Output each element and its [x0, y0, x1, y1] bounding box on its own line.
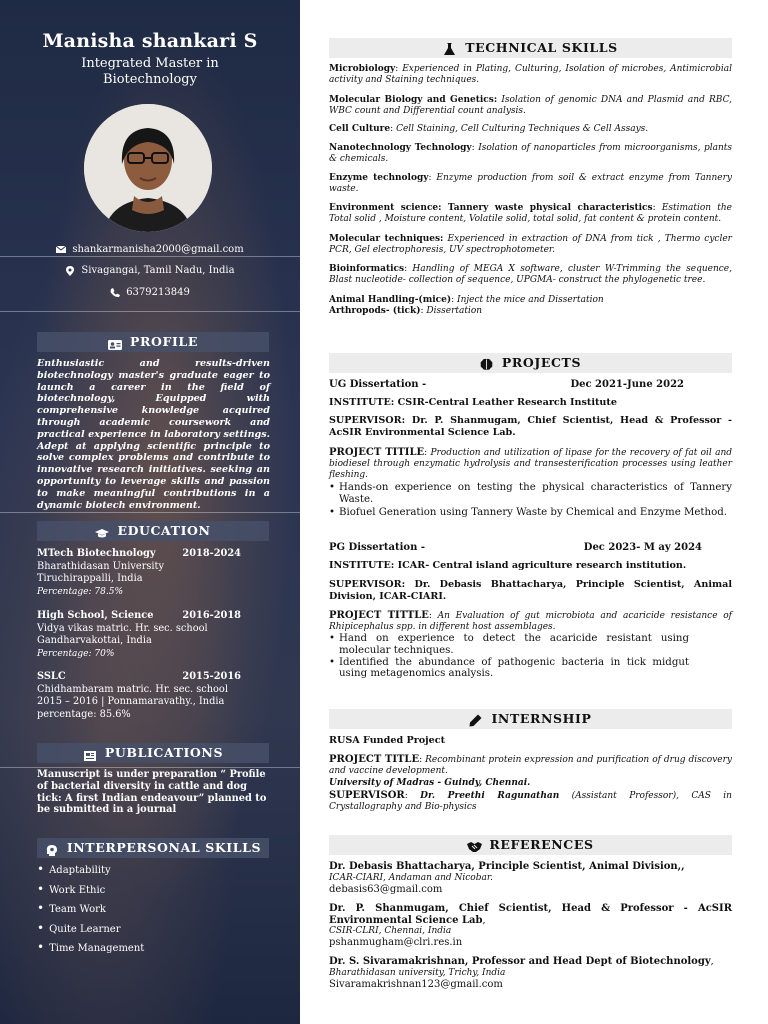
skill-text: Inject the mice and Dissertation	[457, 295, 604, 305]
institute-text: INSTITUTE: ICAR- Central island agriculture research institution.	[329, 560, 687, 571]
project-title-text: Production and utilization of lipase for the recovery of fat oil and biodiesel through enzymatic hydrolysis and transesterification processes using leather fleshing.	[329, 448, 732, 480]
internship-heading	[329, 709, 732, 729]
skill-separator: :	[420, 306, 427, 316]
sidebar	[0, 0, 300, 1024]
skill-text: Handling of MEGA X software, cluster W-Trimming the sequence, Blast nucleotide- collection of sequence, UPGMA- construct the phylogenetic tree.	[329, 264, 732, 285]
skill-separator: :	[395, 64, 403, 74]
education-line: percentage: 85.6%	[37, 708, 131, 720]
project-bullets	[329, 633, 689, 680]
supervisor-name: Dr. Preethi Ragunathan	[420, 791, 560, 801]
candidate-name: Manisha shankari S	[42, 30, 258, 52]
colon: :	[424, 448, 431, 458]
education-line: Chidhambaram matric. Hr. sec. school	[37, 683, 228, 695]
interpersonal-heading-label: INTERPERSONAL SKILLS	[66, 840, 262, 855]
profile-summary: Enthusiastic and results-driven biotechnology master's graduate eager to launch a career in the field of biotechnology, Equipped with comprehensive knowledge acquired through academic coursework and practical experience in laboratory settings. Adept at applying scientific principle to solve complex problems and contribute to innovative research initiatives. seeking an opportunity to leverage skills and passion to make meaningful contributions in a dynamic biotech environment.	[37, 358, 270, 511]
education-entry	[37, 610, 277, 660]
comma: ,	[710, 956, 714, 967]
skill-label: Molecular techniques:	[329, 234, 444, 244]
supervisor-details: (Assistant Professor), CAS in Crystallography and Bio-physics	[329, 791, 732, 812]
list-item: • Work Ethic	[37, 882, 144, 902]
technical-skill-item	[329, 95, 732, 117]
reference-name: Dr. P. Shanmugam, Chief Scientist, Head & Professor - AcSIR Environmental Science Lab	[329, 903, 732, 926]
project-title-label: PROJECT TITILE	[329, 447, 425, 458]
university-text: University of Madras - Guindy, Chennai.	[329, 778, 531, 788]
skill-text: Enzyme production from soil & extract enzyme from Tannery waste.	[329, 173, 732, 194]
reference-name: Dr. Debasis Bhattacharya, Principle Scientist, Animal Division,,	[329, 861, 685, 872]
projects-heading	[329, 353, 732, 373]
skill-label: Arthropods- (tick)	[329, 306, 421, 316]
project-title-text: An Evaluation of gut microbiota and acaricide resistance of Rhipicephalus spp. in different host assemblages.	[329, 611, 732, 632]
technical-skill-item	[329, 234, 732, 256]
publications-heading	[37, 743, 269, 763]
colon: :	[428, 611, 438, 621]
project-title-block	[329, 610, 732, 633]
contact-phone[interactable]: 6379213849	[126, 287, 190, 298]
contact-email[interactable]: shankarmanisha2000@gmail.com	[72, 244, 244, 255]
reference-entry	[329, 903, 732, 949]
technical-skill-item	[329, 203, 732, 225]
reference-email[interactable]: pshanmugham@clri.res.in	[329, 937, 463, 949]
technical-skill-item	[329, 295, 732, 306]
reference-email[interactable]: Sivaramakrishnan123@gmail.com	[329, 978, 503, 990]
publications-heading-label: PUBLICATIONS	[104, 745, 224, 760]
skill-label: Enzyme technology	[329, 173, 429, 183]
interpersonal-heading	[37, 838, 269, 858]
candidate-subtitle: Integrated Master in Biotechnology	[81, 56, 219, 87]
pg-dissertation-header	[329, 542, 732, 554]
education-line: 2015 – 2016 | Ponnamaravathy., India	[37, 696, 225, 707]
technical-skill-item	[329, 173, 732, 195]
project-institute	[329, 397, 732, 409]
skill-label: Animal Handling-(mice)	[329, 295, 452, 305]
profile-heading	[37, 332, 269, 352]
skill-text: Isolation of genomic DNA and Plasmid and RBC, WBC count and Differential count analysis.	[329, 95, 732, 116]
education-degree: High School, Science	[37, 610, 154, 621]
technical-skill-item	[329, 264, 732, 286]
colon: :	[419, 755, 426, 765]
reference-email[interactable]: debasis63@gmail.com	[329, 883, 443, 895]
skill-text: Isolation of nanoparticles from microorganisms, plants & chemicals.	[329, 143, 732, 164]
institute-text: INSTITUTE: CSIR-Central Leather Research Institute	[329, 397, 617, 408]
skill-separator: :	[404, 264, 413, 274]
colon: :	[404, 791, 421, 801]
internship-university	[329, 778, 732, 789]
skill-separator: :	[390, 124, 397, 134]
education-line: Bharathidasan University	[37, 560, 165, 572]
education-years: 2015-2016	[182, 671, 241, 682]
education-degree: MTech Biotechnology	[37, 548, 156, 559]
comma: ,	[482, 914, 486, 926]
project-title: UG Dissertation -	[329, 379, 427, 390]
interpersonal-skills-list	[37, 862, 144, 960]
education-score: Percentage: 70%	[37, 648, 115, 659]
skill-text: Experienced in Plating, Culturing, Isolation of microbes, Antimicrobial activity and Staining techniques.	[329, 64, 732, 85]
project-institute	[329, 560, 732, 572]
skill-separator: :	[471, 143, 479, 153]
contact-location: Sivagangai, Tamil Nadu, India	[81, 265, 235, 276]
list-item: • Identified the abundance of pathogenic bacteria in tick midgut using metagenomics analysis.	[329, 657, 689, 681]
skill-label: Nanotechnology Technology	[329, 143, 472, 153]
project-title-text: Recombinant protein expression and purification of drug discovery and vaccine development.	[329, 755, 732, 776]
skill-text: Experienced in extraction of DNA from tick , Thermo cycler PCR, Gel electrophoresis, UV spectrophotometer.	[329, 234, 732, 255]
contact-email-row	[0, 244, 300, 255]
internship-project	[329, 754, 732, 777]
reference-name: Dr. S. Sivaramakrishnan, Professor and Head Dept of Biotechnology	[329, 956, 711, 967]
reference-entry	[329, 956, 732, 990]
skill-text: Cell Staining, Cell Culturing Techniques & Cell Assays.	[396, 124, 649, 134]
references-heading-label: REFERENCES	[489, 837, 594, 852]
newspaper-icon	[83, 748, 97, 760]
id-card-icon	[108, 337, 122, 349]
education-entry	[37, 548, 277, 598]
project-dates: Dec 2023- M ay 2024	[583, 542, 702, 553]
list-item: • Biofuel Generation using Tannery Waste by Chemical and Enzyme Method.	[329, 507, 732, 519]
head-gear-icon	[45, 843, 59, 855]
list-item: • Hands-on experience on testing the physical characteristics of Tannery Waste.	[329, 482, 732, 506]
contact-phone-row	[0, 287, 300, 298]
technical-skill-item	[329, 124, 732, 135]
list-item: • Hand on experience to detect the acaricide resistant using molecular techniques.	[329, 633, 689, 657]
project-supervisor	[329, 579, 732, 602]
envelope-icon	[56, 245, 66, 254]
education-line: Vidya vikas matric. Hr. sec. school	[37, 622, 208, 634]
project-title-label: PROJECT TITTLE	[329, 610, 429, 621]
skill-label: Bioinformatics	[329, 264, 405, 274]
internship-heading-label: INTERNSHIP	[491, 711, 592, 726]
education-years: 2018-2024	[182, 548, 241, 559]
list-item: • Team Work	[37, 901, 144, 921]
education-heading	[37, 521, 269, 541]
internship-title	[329, 735, 732, 747]
education-years: 2016-2018	[182, 610, 241, 621]
internship-title-text: RUSA Funded Project	[329, 735, 446, 746]
skill-label: Molecular Biology and Genetics:	[329, 95, 498, 105]
supervisor-label: SUPERVISOR	[329, 790, 405, 801]
reference-entry	[329, 861, 732, 895]
technical-skill-item	[329, 64, 732, 86]
map-pin-icon	[65, 266, 75, 275]
project-title-block	[329, 447, 732, 481]
skill-separator: :	[652, 203, 662, 213]
education-degree: SSLC	[37, 671, 66, 682]
divider	[0, 512, 300, 513]
internship-supervisor	[329, 790, 732, 813]
phone-icon	[110, 288, 120, 297]
profile-heading-label: PROFILE	[130, 334, 198, 349]
education-score: Percentage: 78.5%	[37, 586, 123, 597]
ug-dissertation-header	[329, 379, 732, 391]
flask-icon	[443, 42, 456, 55]
contact-location-row	[0, 265, 300, 276]
technical-skills-heading	[329, 38, 732, 58]
skill-text: Dissertation	[426, 306, 483, 316]
education-line: Tiruchirappalli, India	[37, 573, 143, 584]
education-heading-label: EDUCATION	[117, 523, 211, 538]
project-title: PG Dissertation -	[329, 542, 425, 553]
skill-label: Cell Culture	[329, 124, 391, 134]
project-title-label: PROJECT TITLE	[329, 754, 420, 765]
graduation-cap-icon	[95, 526, 109, 538]
skill-label: Environment science: Tannery waste physical characteristics	[329, 203, 653, 213]
divider	[0, 311, 300, 312]
reference-org: Bharathidasan university, Trichy, India	[329, 967, 506, 978]
list-item: • Quite Learner	[37, 921, 144, 941]
skill-text: Estimation the Total solid , Moisture content, Volatile solid, total solid, fat content & protein content.	[329, 203, 733, 224]
education-line: Gandharvakottai, India	[37, 635, 152, 646]
project-bullets	[329, 482, 732, 518]
list-item: • Time Management	[37, 940, 144, 960]
handshake-icon	[467, 839, 480, 852]
project-dates: Dec 2021-June 2022	[570, 379, 684, 390]
reference-org: ICAR-CIARI, Andaman and Nicobar.	[329, 872, 494, 883]
skill-label: Microbiology	[329, 64, 396, 74]
publication-entry: Manuscript is under preparation “ Profile of bacterial diversity in cattle and dog tick: A first Indian endeavour” planned to be submitted in a journal	[37, 769, 267, 816]
list-item: • Adaptability	[37, 862, 144, 882]
divider	[0, 767, 300, 768]
pen-icon	[469, 713, 482, 726]
education-entry	[37, 671, 277, 721]
reference-org: CSIR-CLRI, Chennai, India	[329, 926, 452, 937]
supervisor-text: SUPERVISOR: Dr. Debasis Bhattacharya, Principle Scientist, Animal Division, ICAR-CIARI.	[329, 579, 732, 602]
technical-skill-item	[329, 143, 732, 165]
brain-icon	[480, 357, 493, 370]
divider	[0, 256, 300, 257]
skill-separator: :	[451, 295, 458, 305]
profile-photo	[84, 104, 212, 232]
projects-heading-label: PROJECTS	[501, 355, 582, 370]
skill-separator: :	[428, 173, 437, 183]
technical-skills-heading-label: TECHNICAL SKILLS	[465, 40, 618, 55]
supervisor-text: SUPERVISOR: Dr. P. Shanmugam, Chief Scientist, Head & Professor - AcSIR Environmental Science Lab.	[329, 415, 732, 438]
technical-skill-item	[329, 306, 732, 317]
references-heading	[329, 835, 732, 855]
project-supervisor	[329, 415, 732, 438]
